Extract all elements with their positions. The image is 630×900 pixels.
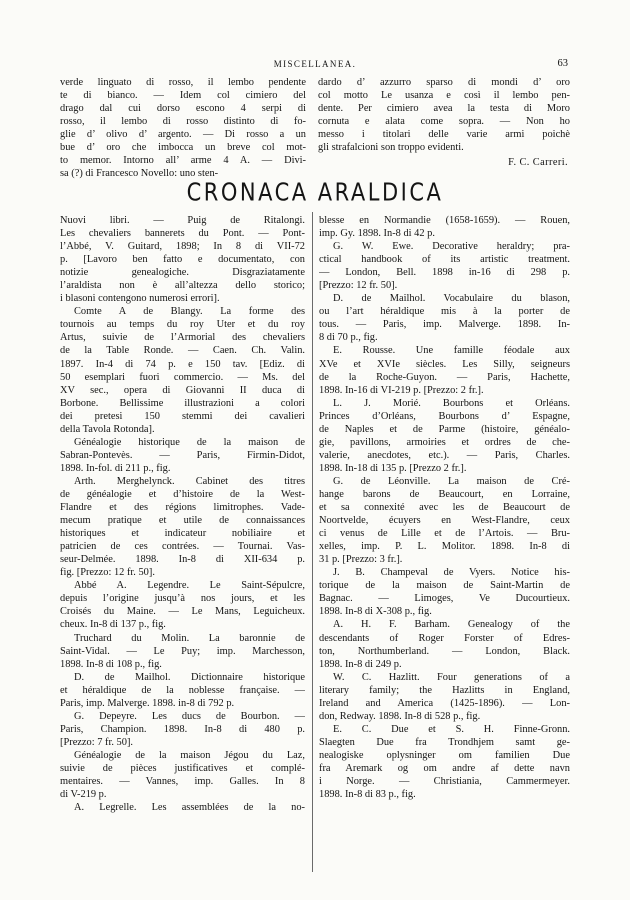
- text-line: suivie de pièces justificatives et complé-: [60, 762, 305, 774]
- text-line: ton, Northumberland. — London, Black.: [319, 645, 570, 657]
- column-divider: [312, 212, 313, 872]
- text-line: Borbone. Bellissime illustrazioni a colori: [60, 397, 305, 409]
- left-column-text: [60, 214, 305, 814]
- text-line: i Norge. — Christiania, Cammermeyer.: [319, 776, 570, 788]
- text-line: Artus, suivie de l’Armorial des chevaliers: [60, 332, 305, 344]
- text-line: te di bianco. — Idem col cimiero del: [60, 90, 306, 102]
- text-line: — London, Bell. 1898 in-16 di 298 p.: [319, 267, 570, 279]
- text-line: Bagnac. — Limoges, Ve Ducourtieux.: [319, 593, 570, 605]
- text-line: 1898. In-fol. di 211 p., fig.: [60, 462, 171, 474]
- running-head: [0, 58, 630, 72]
- text-line: de généalogie et d’histoire de la West-: [60, 488, 305, 500]
- top-left-text: [60, 76, 306, 180]
- text-line: tournois au temps du roy Uter et du roy: [60, 319, 305, 331]
- text-line: XV sec., opera di Giovanni II duca di: [60, 384, 305, 396]
- page-number: 63: [557, 58, 568, 69]
- text-line: G. W. Ewe. Decorative heraldry; pra-: [333, 241, 570, 253]
- text-line: dei pretesi 150 stemmi dei cavalieri: [60, 410, 305, 422]
- text-line: Paris, Champion. 1898. In-8 di 480 p.: [60, 723, 305, 735]
- text-line: xelles, imp. P. L. Molitor. 1898. In-8 di: [319, 541, 570, 553]
- text-line: D. de Mailhol. Vocabulaire du blason,: [333, 293, 570, 305]
- text-line: 50 esemplari fuori commercio. — Ms. del: [60, 371, 305, 383]
- text-line: valerie, anecdotes, etc.). — Paris, Charles.: [319, 449, 570, 461]
- text-line: de Naples et de Parme (histoire, généalo-: [319, 423, 570, 435]
- text-line: 1898. In-18 di 135 p. [Prezzo 2 fr.].: [319, 462, 467, 474]
- text-line: Nuovi libri. — Puig de Ritalongi.: [60, 215, 305, 226]
- text-line: Abbé A. Legendre. Le Saint-Sépulcre,: [74, 580, 305, 592]
- text-line: p. [Lavoro ben fatto e documentato, con: [60, 254, 305, 266]
- text-line: Paris, imp. Malverge. 1898. in-8 di 792 p.: [60, 697, 235, 709]
- signature: F. C. Carreri.: [508, 157, 568, 168]
- text-line: W. C. Hazlitt. Four generations of a: [333, 671, 570, 683]
- text-line: XVe et XVIe siècles. Les Silly, seigneurs: [319, 358, 570, 370]
- text-line: Ireland and America (1425-1896). — Lon-: [319, 697, 570, 709]
- text-line: 1898. In-8 di X-308 p., fig.: [319, 606, 432, 618]
- text-line: cheux. In-8 di 137 p., fig.: [60, 619, 166, 631]
- text-line: Sabran-Pontevès. — Paris, Firmin-Didot,: [60, 449, 305, 461]
- text-line: Truchard du Molin. La baronnie de: [74, 632, 305, 644]
- text-line: nealogiske oplysninger om familien Due: [319, 749, 570, 761]
- text-line: bue d’ oro che imbocca un breve col mot-: [60, 142, 306, 154]
- text-line: sa (?) di Francesco Novello: uno sten-: [60, 168, 219, 180]
- text-line: mecum pratique et utile de connaissances: [60, 515, 305, 527]
- text-line: to memor. Intorno all’ arme 4 A. — Divi-: [60, 155, 306, 167]
- text-line: 1898. In-16 di VI-219 p. [Prezzo: 2 fr.].: [319, 384, 484, 396]
- text-line: et héraldique de la noblesse française. —: [60, 684, 305, 696]
- text-line: Comte A de Blangy. La forme des: [74, 306, 305, 318]
- text-line: [Prezzo: 7 fr. 50].: [60, 736, 133, 748]
- text-line: Princes d’Orléans, Bourbons d’ Espagne,: [319, 410, 570, 422]
- text-line: L. J. Morié. Bourbons et Orléans.: [333, 397, 570, 409]
- text-line: torique de la maison de Saint-Martin de: [319, 580, 570, 592]
- text-line: G. Depeyre. Les ducs de Bourbon. —: [74, 710, 305, 722]
- text-line: rosso, il lembo di rosso distinto di fo-: [60, 116, 306, 128]
- text-line: A. H. F. Barham. Genealogy of the: [333, 619, 570, 631]
- text-line: et sa connexité avec les de Beaucourt de: [319, 502, 570, 514]
- text-line: drago dal cui dorso escono 4 serpi di: [60, 103, 306, 115]
- text-line: descendants of Roger Forster of Edres-: [319, 632, 570, 644]
- text-line: Arth. Merghelynck. Cabinet des titres: [74, 475, 305, 487]
- text-line: gli strafalcioni son troppo evidenti.: [318, 142, 464, 154]
- top-right-text: [318, 76, 570, 154]
- text-line: blesse en Normandie (1658-1659). — Rouen,: [319, 215, 570, 226]
- text-line: 1898. In-8 di 108 p., fig.: [60, 658, 162, 670]
- text-line: Flandre et des régions limitrophes. Vade-: [60, 502, 305, 514]
- text-line: messo i titolari delle varie armi poichè: [318, 129, 570, 141]
- text-line: ctical handbook of its artistic treatment.: [319, 254, 570, 266]
- text-line: glie d’ olivo d’ argento. — Di rosso a un: [60, 129, 306, 141]
- text-line: [Prezzo: 12 fr. 50].: [319, 280, 398, 292]
- text-line: di V-219 p.: [60, 789, 107, 801]
- text-line: l’Abbé, V. Guitard, 1898; In 8 di VII-72: [60, 241, 305, 253]
- text-line: cornuta e alata come sopra. — Non ho: [318, 116, 570, 128]
- text-line: de la Table Ronde. — Caen. Ch. Valin.: [60, 345, 305, 357]
- text-line: patricien de ces contrées. — Tournai. Vas-: [60, 541, 305, 553]
- text-line: fra Aremark og om andre af dette navn: [319, 762, 570, 774]
- text-line: ci venus de Lille et de l’Artois. — Bru-: [319, 528, 570, 540]
- text-line: Généalogie de la maison Jégou du Laz,: [74, 749, 305, 761]
- text-line: literary family; the Hazlitts in England,: [319, 684, 570, 696]
- text-line: 1898. In-8 di 249 p.: [319, 658, 402, 670]
- text-line: G. de Léonville. La maison de Cré-: [333, 475, 570, 487]
- text-line: depuis l’origine jusqu’à nos jours, et les: [60, 593, 305, 605]
- section-title: CRONACA ARALDICA: [186, 177, 444, 207]
- text-line: fig. [Prezzo: 12 fr. 50].: [60, 567, 155, 579]
- text-line: 8 di 70 p., fig.: [319, 332, 378, 344]
- text-line: D. de Mailhol. Dictionnaire historique: [74, 671, 305, 683]
- text-line: A. Legrelle. Les assemblées de la no-: [74, 802, 305, 814]
- text-line: de la Roche-Guyon. — Paris, Hachette,: [319, 371, 570, 383]
- text-line: hange barons de Beaucourt, en Lorraine,: [319, 488, 570, 500]
- text-line: imp. Gy. 1898. In-8 di 42 p.: [319, 228, 435, 240]
- text-line: Les chevaliers bannerets du Pont. — Pont-: [60, 228, 305, 240]
- text-line: gie, pavillons, armoiries et ordres de che-: [319, 436, 570, 448]
- text-line: Slaegten Due fra Trondhjem samt ge-: [319, 736, 570, 748]
- text-line: Croisés du Maine. — Le Mans, Leguicheux.: [60, 606, 305, 618]
- running-head-title: MISCELLANEA.: [273, 59, 357, 69]
- text-line: seur-Delmée. 1898. In-8 di XII-634 p.: [60, 554, 305, 566]
- text-line: historiques et indicateur nobiliaire et: [60, 528, 305, 540]
- text-line: col motto Le usanza e così il lembo pen-: [318, 90, 570, 102]
- right-column-text: [319, 214, 570, 801]
- text-line: Saint-Vidal. — Le Puy; imp. Marchesson,: [60, 645, 305, 657]
- text-line: dardo d’ azzurro sparso di mondi d’ oro: [318, 77, 570, 88]
- text-line: Noortvelde, écuyers en West-Flandre, ceux: [319, 515, 570, 527]
- text-line: della Tavola Rotonda].: [60, 423, 155, 435]
- text-line: 31 p. [Prezzo: 3 fr.].: [319, 554, 403, 566]
- text-line: tous. — Paris, imp. Malverge. 1898. In-: [319, 319, 570, 331]
- text-line: 1897. In-4 di 74 p. e 150 tav. [Ediz. di: [60, 358, 305, 370]
- text-line: J. B. Champeval de Vyers. Notice his-: [333, 567, 570, 579]
- text-line: dente. Per cimiero avea la testa di Moro: [318, 103, 570, 115]
- text-line: i blasoni contengono numerosi errori].: [60, 293, 220, 305]
- text-line: notizie genealogiche. Disgraziatamente: [60, 267, 305, 279]
- text-line: 1898. In-8 di 83 p., fig.: [319, 789, 416, 801]
- text-line: Généalogie historique de la maison de: [74, 436, 305, 448]
- text-line: l’araldista non è all’altezza dello storico;: [60, 280, 305, 292]
- text-line: E. C. Due et S. H. Finne-Gronn.: [333, 723, 570, 735]
- text-line: mentaires. — Vannes, imp. Galles. In 8: [60, 776, 305, 788]
- text-line: E. Rousse. Une famille féodale aux: [333, 345, 570, 357]
- text-line: don, Redway. 1898. In-8 di 528 p., fig.: [319, 710, 481, 722]
- text-line: verde linguato di rosso, il lembo pendente: [60, 77, 306, 88]
- text-line: ou l’art héraldique mis à la porter de: [319, 306, 570, 318]
